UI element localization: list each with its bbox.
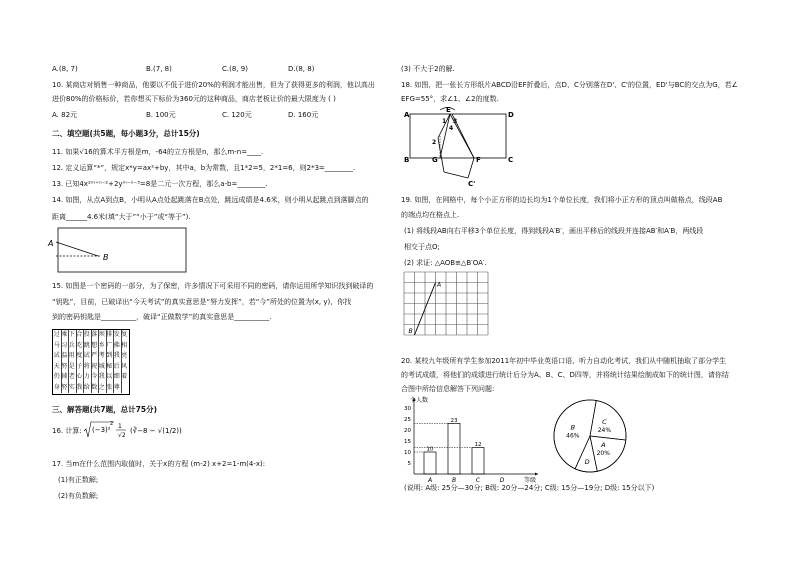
pie-percent: 46%: [566, 432, 580, 440]
cipher-cell: 将: [83, 362, 92, 373]
cipher-cell: 吃: [76, 341, 85, 352]
cipher-cell: 天: [53, 362, 62, 373]
q14-line2: 距离______4.6米(填“大于”“小于”或“等于”).: [52, 213, 191, 221]
q18-figure: [404, 106, 524, 192]
y-axis-label: 个人数: [410, 397, 429, 404]
q18-angle-4: 4: [449, 125, 454, 132]
cipher-cell: 努: [61, 383, 70, 394]
q10-choice-b: B. 100元: [146, 111, 176, 119]
cipher-cell: 心: [76, 372, 85, 383]
cipher-cell: 是: [68, 362, 77, 373]
cipher-cell: 我: [98, 372, 107, 383]
q14-line1: 14. 如图，从点A到点B，小明从A点处起跳落在B点处，跳远成绩是4.6米，则小明从起跳点到落脚点的: [52, 196, 369, 204]
cipher-cell: 跳: [83, 341, 92, 352]
q14-figure: [48, 226, 188, 274]
cipher-cell: 数: [91, 383, 100, 394]
q19-part1-line2: 相交于点O;: [404, 243, 440, 251]
q18-label-g: G: [432, 156, 438, 164]
cipher-cell: 风: [121, 362, 128, 370]
section-answer-heading: 三、解答题(共7题，总计75分): [52, 405, 158, 414]
pie-label: D: [584, 457, 590, 466]
cipher-cell: 尊: [113, 383, 122, 394]
q18-label-d: D: [508, 111, 514, 119]
q18-line1: 18. 如图，把一张长方形纸片ABCD沿EF折叠后，点D、C分别落在D'、C'的位置，ED'与BC的交点为G，若∠: [401, 81, 738, 89]
pie-label: C: [602, 418, 607, 427]
cipher-cell: 秘: [106, 362, 115, 373]
bar-a: [424, 452, 436, 474]
q15-line3: 到的密码钥匙是__________，破译“正做数学”的真实意思是__________.: [52, 313, 272, 321]
q9-choice-c: C.(8, 9): [222, 65, 248, 73]
q18-label-a: A: [404, 111, 410, 119]
cipher-cell: 排: [106, 330, 115, 341]
q17-part1: (1)有正数解;: [58, 476, 99, 484]
cipher-cell: 广: [106, 341, 115, 352]
x-tick-label: B: [451, 477, 457, 484]
bar-c: [472, 448, 484, 474]
cipher-cell: 今: [91, 372, 100, 383]
cipher-cell: 实: [68, 383, 77, 394]
cipher-cell: 以: [106, 372, 115, 383]
q15-line1: 15. 如图是一个密码的一部分，为了保密，许多情况下可采用不同的密码，请你运用所学知识找到破译的: [52, 282, 374, 290]
cipher-cell: 乡: [98, 341, 107, 352]
cipher-cell: 之: [98, 383, 107, 394]
q19-label-a: A: [437, 281, 442, 289]
q20-line2: 的考试成绩，将他们的成绩进行统计后分为A、B、C、D四等，并将统计结果绘制成如下的统计图，请你结: [401, 371, 729, 379]
q19-line2: 的端点均在格点上.: [401, 211, 460, 219]
cipher-cell: 我: [76, 383, 85, 394]
cipher-cell: 力: [83, 372, 92, 383]
q17: 17. 当m在什么范围内取值时，关于x的方程 (m-2) x+2=1-m(4-x):: [52, 460, 266, 468]
cipher-cell: 温: [61, 351, 70, 362]
cipher-cell: 我: [113, 351, 122, 362]
cipher-cell: 张: [106, 383, 115, 394]
cipher-cell: 城: [98, 362, 107, 373]
q19-label-b: B: [408, 328, 413, 335]
q14-label-a: A: [48, 239, 54, 248]
pie-percent: 24%: [597, 427, 612, 435]
y-tick-label: 20: [404, 428, 411, 434]
cipher-cell: 亮: [121, 352, 128, 359]
q14-label-b: B: [103, 253, 109, 262]
q18-label-cprime: C': [468, 180, 476, 188]
q15-line2: “钥匙”，目前，已破译出“今天考试”的真实意思是“努力发挥”，若“今”所处的位置为(x, y)，你找: [52, 298, 352, 306]
cipher-cell: 考: [98, 351, 107, 362]
cipher-cell: 辅: [61, 372, 70, 383]
cipher-cell: 度: [76, 351, 85, 362]
cipher-cell: 身: [53, 383, 62, 394]
cipher-cell: 试: [53, 351, 62, 362]
q20-line1: 20. 某校九年级所有学生参加2011年初中毕业英语口语、听力自动化考试，我们从中随机抽取了部分学生: [401, 357, 727, 365]
cipher-cell: 给: [83, 383, 92, 394]
q18-label-c: C: [508, 156, 514, 164]
q10-line2: 进价80%的价格标价，若你想买下标价为360元的这种商品，商店老板让价的最大限度为 ( ): [52, 95, 336, 103]
cipher-cell: 习: [61, 341, 70, 352]
q9-choice-d: D.(8, 8): [288, 65, 315, 73]
cipher-cell: 试: [83, 351, 92, 362]
cipher-cell: 马: [53, 341, 62, 352]
bar-b: [448, 423, 460, 474]
pie-label: B: [570, 423, 576, 432]
q18-angle-1: 1: [442, 118, 447, 125]
cipher-cell: 想: [91, 341, 100, 352]
section-fill-blank-heading: 二、填空题(共5题，每小题3分，总计15分): [52, 129, 200, 138]
cipher-cell: 坝: [98, 330, 107, 341]
cipher-cell: 祝: [91, 362, 100, 373]
cipher-cell: 子: [76, 362, 85, 373]
q17-part3: (3) 不大于2的解.: [401, 65, 455, 73]
x-tick-label: A: [427, 477, 433, 484]
cipher-cell: 努: [61, 362, 70, 373]
q13: 13. 已知4x²ᵐ⁺ⁿ⁻²+2yᵐ⁻ⁿ⁻³=8是二元一次方程，那么a-b=________.: [52, 180, 268, 188]
q12: 12. 定义运算“*”，规定x*y=ax²+by，其中a，b为常数，且1*2=5，2*1=6，则2*3=________.: [52, 164, 356, 172]
x-tick-label: D: [499, 477, 505, 484]
svg-text:2: 2: [110, 421, 114, 427]
q10-choice-c: C. 120元: [222, 111, 252, 119]
y-tick-label: 5: [407, 461, 411, 467]
pie-slice-d: [575, 436, 597, 472]
q16-expression: [84, 419, 184, 441]
q19-part1-line1: (1) 将线段AB向右平移3个单位长度，得到线段A′B′，画出平移后的线段并连接AB′和A′B，两线段: [404, 227, 704, 235]
y-tick-label: 30: [404, 406, 411, 412]
cipher-cell: 用: [68, 351, 77, 362]
q18-angle-3: 3: [453, 118, 458, 125]
y-tick-label: 25: [404, 417, 411, 423]
q18-line2: EFG=55°，求∠1、∠2的度数.: [401, 95, 499, 103]
cipher-cell: 投: [83, 330, 92, 341]
cipher-cell: 发: [113, 330, 122, 341]
cipher-cell: 佛: [113, 341, 122, 352]
svg-text:1: 1: [118, 423, 122, 430]
q18-label-e: E: [446, 106, 451, 114]
q20-line3: 合图中所给信息解答下列问题:: [401, 385, 495, 393]
x-axis-arrow: [535, 473, 538, 476]
q9-choice-b: B.(7, 8): [146, 65, 172, 73]
q20-bar-chart: [400, 394, 550, 486]
q17-part2: (2)有负数解;: [58, 492, 99, 500]
cipher-cell: 合: [76, 330, 85, 341]
x-axis-label: 等级: [524, 477, 537, 484]
q11: 11. 如果√16的算术平方根是m，-64的立方根是n，那么m-n=____.: [52, 148, 264, 156]
cipher-cell: 严: [91, 351, 100, 362]
cipher-cell: 着: [121, 373, 128, 380]
q19-part2: (2) 求证: △AOB≌△B′OA′.: [404, 259, 487, 267]
q19-line1: 19. 如图，在网格中，每个小正方形的边长均为1个单位长度，我们将小正方形的顶点叫做格点，线段AB: [401, 196, 723, 204]
x-tick-label: C: [475, 477, 481, 484]
cipher-cell: 后: [113, 362, 122, 373]
cipher-cell: 过: [53, 330, 62, 341]
cipher-cell: 落: [91, 330, 100, 341]
cipher-cell: 细: [113, 372, 122, 383]
cipher-cell: 相: [121, 341, 128, 349]
q18-angle-2: 2: [432, 139, 437, 146]
q20-note: (说明: A级: 25分—30分; B级: 20分—24分; C级: 15分—19分; D级: 15分以下): [404, 484, 655, 492]
svg-text:√2: √2: [118, 432, 126, 439]
cipher-cell: 老: [68, 372, 77, 383]
y-tick-label: 10: [404, 450, 411, 456]
cipher-cell: 复: [121, 331, 128, 338]
bar-data-label: 23: [450, 417, 458, 424]
cipher-cell: 仍: [53, 372, 62, 383]
q10-choice-d: D. 160元: [288, 111, 319, 119]
q18-label-f: F: [476, 156, 481, 164]
svg-text:(∛−8 − √(1/2)): (∛−8 − √(1/2)): [130, 427, 182, 435]
q20-pie-chart: [550, 396, 630, 476]
q16: 16. 计算:: [52, 427, 82, 435]
cipher-cell: 兵: [68, 341, 77, 352]
cipher-cell: 乘: [61, 330, 70, 341]
pie-label: A: [601, 441, 606, 450]
pie-percent: 20%: [596, 450, 610, 458]
cipher-cell: 到: [106, 351, 115, 362]
q19-grid: [404, 272, 490, 342]
bar-data-label: 12: [474, 442, 482, 449]
cipher-grid: [52, 329, 130, 395]
bar-data-label: 10: [426, 446, 434, 453]
cipher-cell: 下: [68, 330, 77, 341]
y-tick-label: 15: [404, 439, 411, 445]
svg-text:(−3)²: (−3)²: [92, 426, 111, 434]
q9-choice-a: A.(8, 7): [52, 65, 78, 73]
q10-line1: 10. 某商店对销售一种商品，他要以不低于进价20%的利润才能出售，但为了获得更多的利润，他以高出: [52, 81, 375, 89]
q10-choice-a: A. 82元: [52, 111, 78, 119]
q18-label-b: B: [404, 156, 410, 164]
